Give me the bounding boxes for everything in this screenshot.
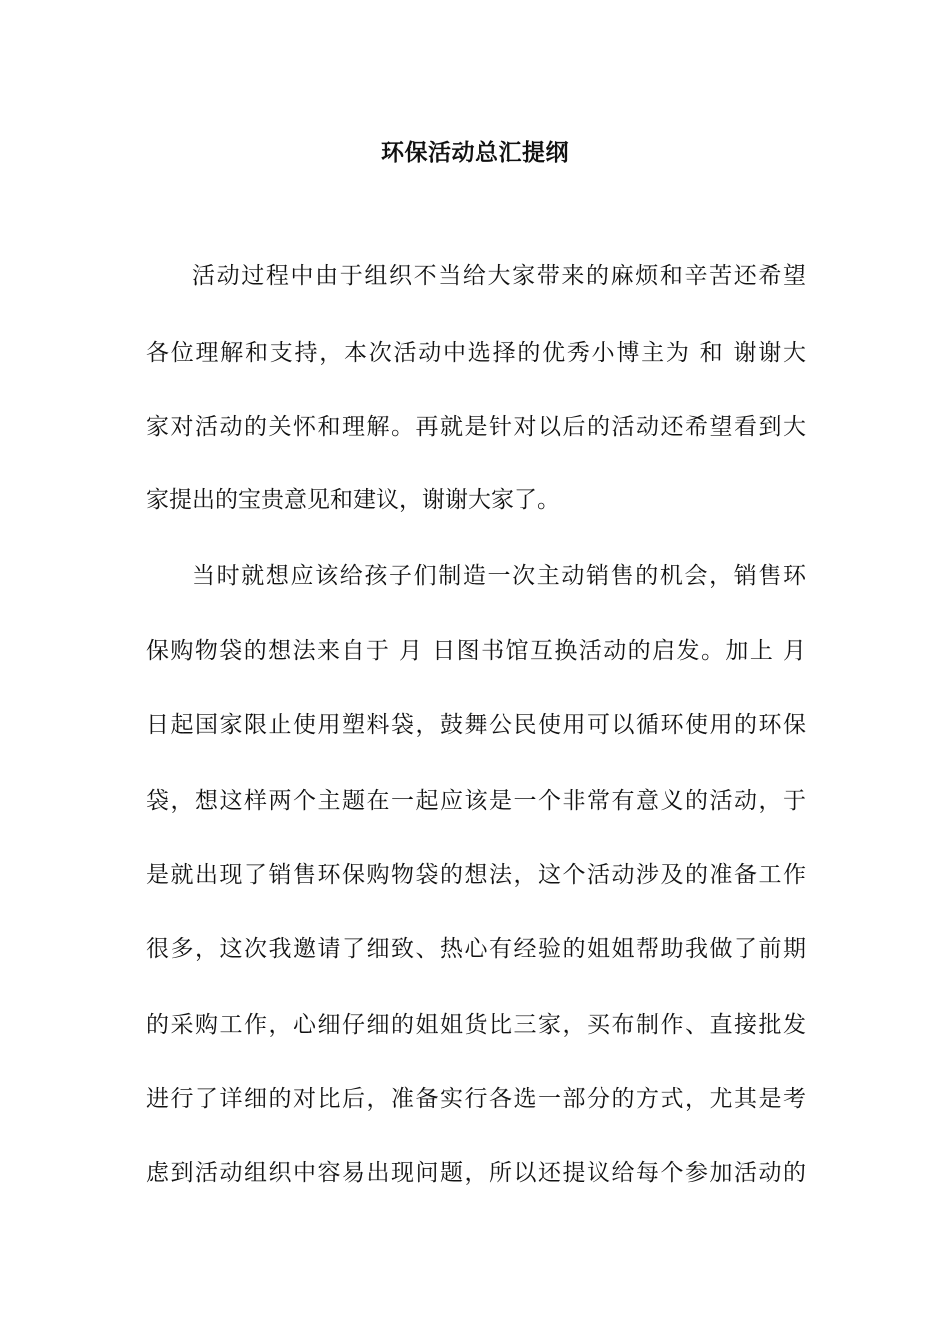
paragraph-2-line-8: 进行了详细的对比后，准备实行各选一部分的方式，尤其是考 [146, 1086, 806, 1112]
paragraph-2-line-7: 的采购工作，心细仔细的姐姐货比三家，买布制作、直接批发 [146, 1012, 806, 1038]
paragraph-2-line-1: 当时就想应该给孩子们制造一次主动销售的机会，销售环 [192, 563, 806, 589]
paragraph-2-line-3: 日起国家限止使用塑料袋，鼓舞公民使用可以循环使用的环保 [146, 712, 806, 738]
paragraph-1-line-2: 各位理解和支持，本次活动中选择的优秀小博主为 和 谢谢大 [146, 340, 806, 366]
paragraph-2-line-2: 保购物袋的想法来自于 月 日图书馆互换活动的启发。加上 月 [146, 638, 806, 664]
paragraph-2-line-9: 虑到活动组织中容易出现问题，所以还提议给每个参加活动的 [146, 1160, 806, 1186]
paragraph-2-line-5: 是就出现了销售环保购物袋的想法，这个活动涉及的准备工作 [146, 862, 806, 888]
paragraph-2-line-4: 袋，想这样两个主题在一起应该是一个非常有意义的活动，于 [146, 788, 806, 814]
paragraph-1-line-3: 家对活动的关怀和理解。再就是针对以后的活动还希望看到大 [146, 414, 806, 440]
paragraph-1-line-1: 活动过程中由于组织不当给大家带来的麻烦和辛苦还希望 [192, 263, 806, 289]
paragraph-1-line-4: 家提出的宝贵意见和建议，谢谢大家了。 [146, 487, 560, 513]
document-title: 环保活动总汇提纲 [381, 139, 569, 166]
paragraph-2-line-6: 很多，这次我邀请了细致、热心有经验的姐姐帮助我做了前期 [146, 936, 806, 962]
